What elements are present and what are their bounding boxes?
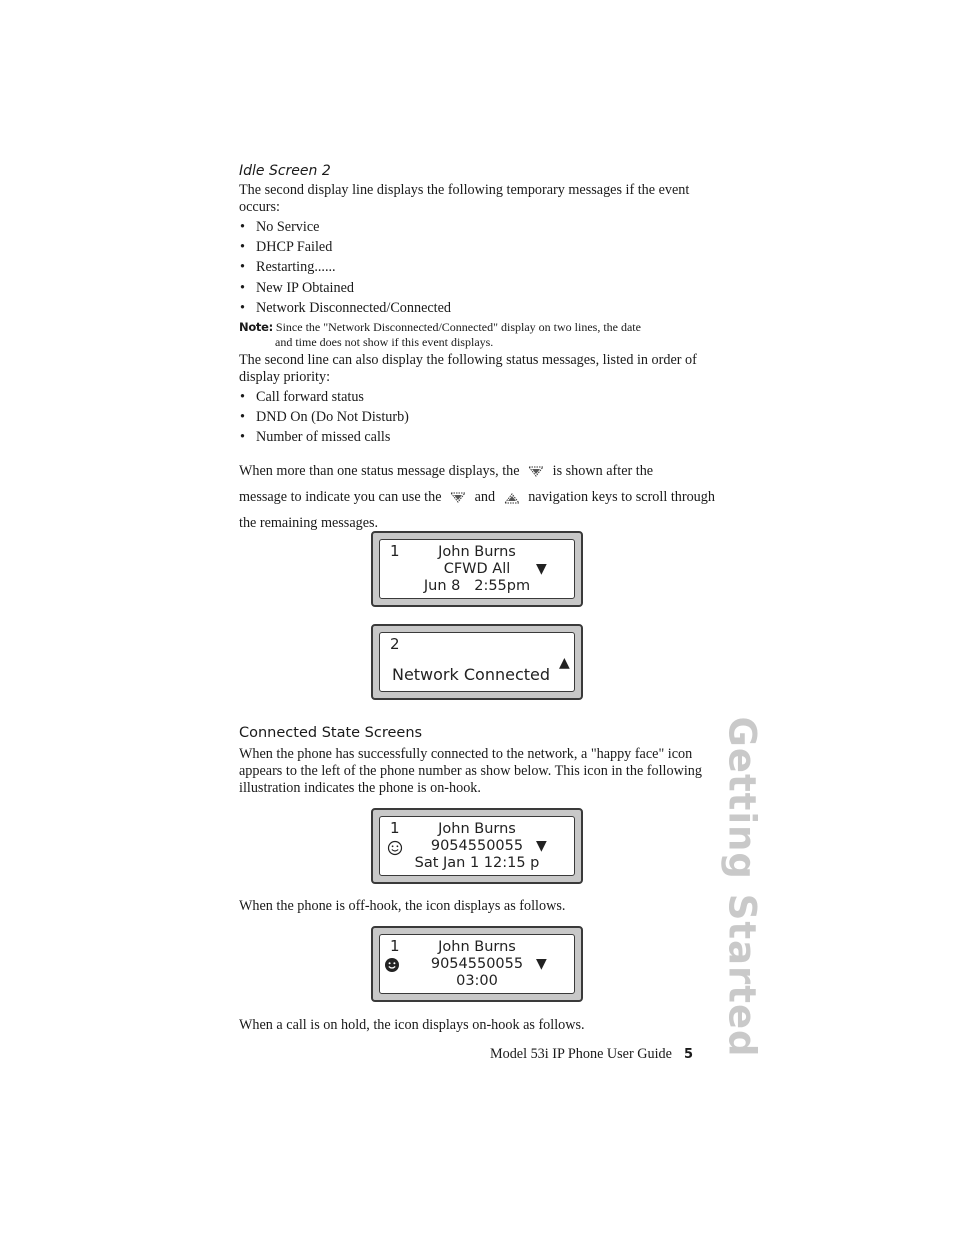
phone-display-offhook: [371, 926, 583, 1002]
display-screen: [379, 816, 575, 876]
connected-heading: Connected State Screens: [239, 725, 423, 741]
happy-face-onhook-icon: [387, 840, 403, 856]
page-footer: [490, 1046, 693, 1063]
time: 2:55pm: [474, 578, 531, 594]
call-timer: 03:00: [456, 973, 498, 989]
list-item: • DND On (Do Not Disturb): [239, 409, 719, 426]
down-key-icon: [450, 492, 466, 504]
line-number: 1: [390, 542, 400, 560]
down-arrow-icon: ▼: [536, 561, 547, 577]
display-screen: [379, 934, 575, 994]
scroll-text-e: navigation keys to scroll through the remaining messages.: [239, 489, 715, 532]
list-item: • Network Disconnected/Connected: [239, 300, 719, 317]
scroll-text-b: is shown after the: [552, 463, 654, 480]
idle-screen-heading: Idle Screen 2: [239, 163, 331, 179]
connected-intro: When the phone has successfully connected to the network, a "happy face" icon appears to the left of the phone number as show below. This icon in the following illustration indicates the phone is on-hook.: [239, 746, 702, 796]
scroll-text-c: message to indicate you can use the: [239, 489, 442, 506]
page-number: 5: [683, 1047, 693, 1062]
line-number: 1: [390, 937, 400, 955]
up-arrow-icon: ▲: [559, 655, 570, 671]
down-arrow-icon: ▼: [536, 838, 547, 854]
date: Jun 8: [423, 578, 461, 594]
list-item: • No Service: [239, 219, 719, 236]
list-item: • Number of missed calls: [239, 429, 719, 446]
note-line-2: and time does not show if this event displays.: [275, 334, 494, 349]
line-number: 1: [390, 819, 400, 837]
list-item: • New IP Obtained: [239, 280, 719, 297]
phone-display-cfwd: [371, 531, 583, 607]
phone-display-network: [371, 624, 583, 700]
page-content: [239, 163, 719, 536]
happy-face-offhook-icon: [384, 957, 400, 973]
note-line-1: Since the "Network Disconnected/Connected" display on two lines, the date: [275, 319, 641, 334]
scroll-text-d: and: [474, 489, 496, 506]
scroll-paragraph: [239, 458, 719, 536]
hold-text: When a call is on hold, the icon displays on-hook as follows.: [239, 1017, 585, 1033]
phone-number: 9054550055: [430, 838, 524, 854]
phone-number: 9054550055: [430, 956, 524, 972]
caller-name: John Burns: [438, 821, 516, 837]
phone-display-onhook: [371, 808, 583, 884]
up-key-icon: [504, 492, 520, 504]
note-label: Note:: [239, 319, 273, 334]
date-time: Sat Jan 1 12:15 p: [414, 855, 540, 871]
note: [239, 320, 719, 350]
line-number: 2: [390, 635, 400, 653]
offhook-text: When the phone is off-hook, the icon displays as follows.: [239, 898, 566, 914]
chapter-title-text: Getting Started: [720, 716, 764, 1058]
display-screen: [379, 632, 575, 692]
footer-guide-title: Model 53i IP Phone User Guide: [490, 1046, 672, 1062]
caller-name: John Burns: [438, 939, 516, 955]
status-intro: The second line can also display the following status messages, listed in order of display priority:: [239, 351, 697, 385]
display-screen: [379, 539, 575, 599]
caller-name: John Burns: [438, 544, 516, 560]
cfwd-status: CFWD All: [443, 561, 511, 577]
status-message-list: [239, 389, 719, 446]
list-item: • Restarting......: [239, 259, 719, 276]
list-item: • Call forward status: [239, 389, 719, 406]
chapter-side-title: [713, 716, 771, 1058]
idle-intro: The second display line displays the following temporary messages if the event occurs:: [239, 182, 690, 215]
network-message: Network Connected: [391, 665, 551, 684]
down-arrow-icon: ▼: [536, 956, 547, 972]
temp-message-list: [239, 219, 719, 317]
list-item: • DHCP Failed: [239, 239, 719, 256]
scroll-text-a: When more than one status message displays, the: [239, 463, 520, 480]
date-time-row: [380, 578, 574, 595]
scroll-down-icon: [528, 466, 544, 478]
